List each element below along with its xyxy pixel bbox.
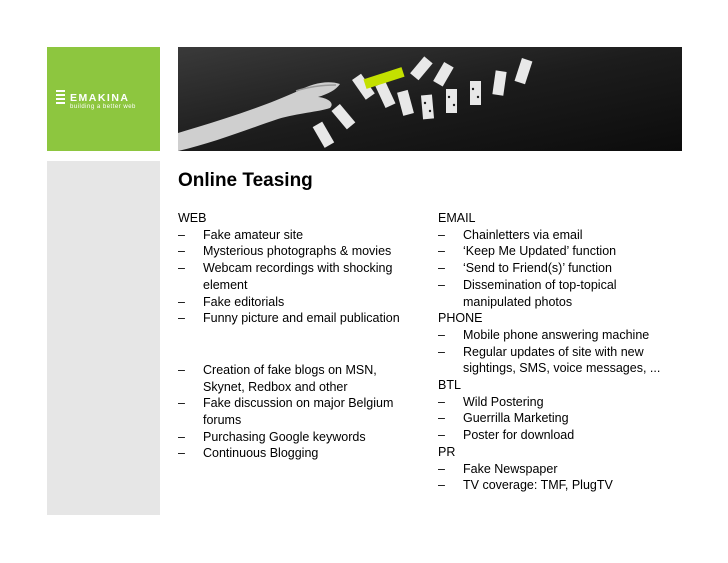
list-item: – Chainletters via email	[438, 227, 583, 242]
bullet-dash: –	[438, 478, 445, 493]
brand-strip	[47, 161, 160, 515]
list-item: – Mobile phone answering machine	[438, 327, 650, 342]
bullet-dash: –	[178, 261, 185, 276]
list-item: – Funny picture and email publication	[178, 311, 400, 326]
section-heading-email: EMAIL	[438, 211, 476, 225]
list-item: – Fake discussion on major Belgium forums	[178, 396, 394, 428]
list-item: – Purchasing Google keywords	[178, 429, 366, 444]
bullet-dash: –	[178, 311, 185, 326]
bullet-dash: –	[178, 227, 185, 242]
section-heading-btl: BTL	[438, 378, 461, 393]
bullet-dash: –	[178, 244, 185, 259]
slide-title: Online Teasing	[178, 170, 313, 191]
list-item: – ‘Send to Friend(s)’ function	[438, 261, 612, 276]
bullet-dash: –	[438, 394, 445, 409]
right-column	[438, 210, 688, 494]
list-item: – TV coverage: TMF, PlugTV	[438, 478, 613, 493]
bullet-dash: –	[178, 362, 185, 377]
list-item: – Webcam recordings with shocking element	[178, 261, 393, 292]
bullet-dash: –	[438, 261, 445, 276]
brand-tagline: building a better web	[70, 104, 136, 110]
spacer	[178, 327, 418, 362]
list-item: – Poster for download	[438, 428, 575, 443]
section-heading-pr: PR	[438, 444, 456, 459]
list-item: – Creation of fake blogs on MSN, Skynet, Redbox and other	[178, 362, 377, 394]
section-heading-phone: PHONE	[438, 311, 483, 326]
bullet-dash: –	[438, 277, 445, 292]
section-heading-web: WEB	[178, 211, 207, 225]
bullet-dash: –	[178, 396, 185, 411]
bullet-dash: –	[178, 446, 185, 461]
bullet-dash: –	[438, 428, 445, 443]
list-item: – Fake amateur site	[178, 227, 304, 242]
list-item: – Guerrilla Marketing	[438, 411, 569, 426]
bullet-dash: –	[178, 294, 185, 309]
bullet-dash: –	[438, 327, 445, 342]
list-item: – Wild Postering	[438, 394, 544, 409]
list-item: – Mysterious photographs & movies	[178, 244, 392, 259]
bullet-dash: –	[178, 429, 185, 444]
bullet-dash: –	[438, 461, 445, 476]
bullet-dash: –	[438, 411, 445, 426]
header-photo-dominoes	[178, 47, 682, 151]
bullet-dash: –	[438, 227, 445, 242]
list-item: – ‘Keep Me Updated’ function	[438, 244, 617, 259]
left-column	[178, 210, 418, 462]
list-item: – Continuous Blogging	[178, 446, 319, 461]
bullet-dash: –	[438, 244, 445, 259]
list-item: – Fake Newspaper	[438, 461, 558, 476]
list-item: – Dissemination of top-topical manipulated photos	[438, 277, 617, 309]
emakina-logo-icon	[56, 90, 65, 104]
list-item: – Regular updates of site with new sightings, SMS, voice messages, ...	[438, 344, 661, 376]
bullet-dash: –	[438, 344, 445, 359]
brand-name: EMAKINA	[70, 92, 130, 104]
list-item: – Fake editorials	[178, 294, 285, 309]
